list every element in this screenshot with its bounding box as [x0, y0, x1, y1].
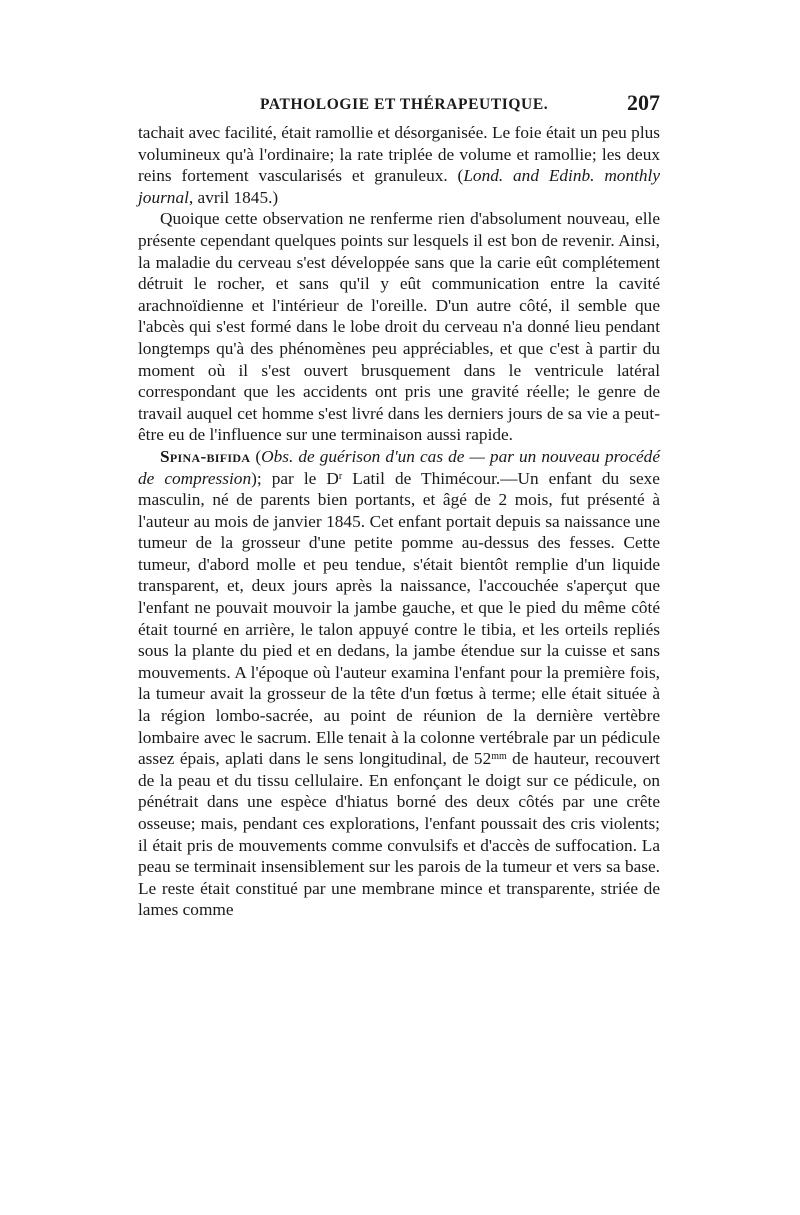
- running-title: PATHOLOGIE ET THÉRAPEUTIQUE.: [260, 96, 549, 113]
- dr-superscript: r: [338, 470, 343, 482]
- body-text: [138, 122, 660, 921]
- paragraph-3-text-a: Latil de Thimécour.—Un enfant du sexe masculin, né de parents bien portants, et âgé de 2 mois, fut présenté à l'auteur au mois de janvier 1845. Cet enfant portait depuis sa naissance une tumeur de la grosseur d'une petite pomme au-dessus des fesses. Cette tumeur, d'abord molle et peu tendue, s'était bientôt remplie d'un liquide transparent, et, deux jours après la naissance, l'accouchée s'aperçut que l'enfant ne pouvait mouvoir la jambe gauche, et que le pied du même côté était tourné en arrière, le talon appuyé contre le tibia, et les orteils repliés sous la plante du pied et en dedans, la jambe étendue sur la cuisse et sans mouvements. A l'époque où l'auteur examina l'enfant pour la première fois, la tumeur avait la grosseur de la tête d'un fœtus à terme; elle était située à la région lombo-sacrée, au point de réunion de la dernière vertèbre lombaire avec le sacrum. Elle tenait à la colonne vertébrale par un pédicule assez épais, aplati dans le sens longitudinal, de 52: [138, 468, 660, 769]
- author-intro: ); par le D: [251, 468, 339, 488]
- paragraph-1: [138, 122, 660, 208]
- paragraph-1-text: tachait avec facilité, était ramollie et désorganisée. Le foie était un peu plus volumineux qu'à l'ordinaire; la rate triplée de volume et ramollie; les deux reins fortement vascularisés et granuleux. (: [138, 123, 660, 186]
- citation-date: avril 1845.): [193, 187, 279, 207]
- paragraph-3-text-b: de hauteur, recouvert de la peau et du tissu cellulaire. En enfonçant le doigt sur ce pédicule, on pénétrait dans une espèce d'hiatus borné des deux côtés par une crête osseuse; mais, pendant ces explorations, l'enfant poussait des cris violents; il était pris de mouvements comme convulsifs et d'accès de suffocation. La peau se terminait insensiblement sur les parois de la tumeur et vers sa base. Le reste était constitué par une membrane mince et transparente, striée de lames comme: [138, 749, 660, 920]
- paren-open: (: [250, 446, 262, 466]
- paragraph-3: [138, 446, 660, 921]
- section-heading: Spina-bifida: [160, 446, 251, 466]
- paragraph-2: [138, 208, 660, 446]
- paragraph-2-text: Quoique cette observation ne renferme rien d'absolument nouveau, elle présente cependant quelques points sur lesquels il est bon de revenir. Ainsi, la maladie du cerveau s'est développée sans que la carie eût complétement détruit le rocher, et sans qu'il y eût communication entre la cavité arachnoïdienne et l'intérieur de l'oreille. D'un autre côté, il semble que l'abcès qui s'est formé dans le lobe droit du cerveau n'a donné lieu pendant longtemps qu'à des phénomènes peu appréciables, et que c'est à partir du moment où il s'est ouvert brusquement dans le ventricule latéral correspondant que les accidents ont pris une gravité réelle; le genre de travail auquel cet homme s'est livré dans les derniers jours de sa vie a peut-être eu de l'influence sur une terminaison aussi rapide.: [138, 209, 660, 445]
- citation-journal: Lond. and Edinb. monthly journal,: [138, 166, 660, 207]
- observation-subtitle: Obs. de guérison d'un cas de — par un nouveau procédé de compression: [138, 446, 660, 488]
- page-header: [138, 90, 660, 122]
- mm-superscript: mm: [491, 751, 507, 763]
- page-number: 207: [627, 90, 660, 115]
- book-page: [138, 90, 660, 921]
